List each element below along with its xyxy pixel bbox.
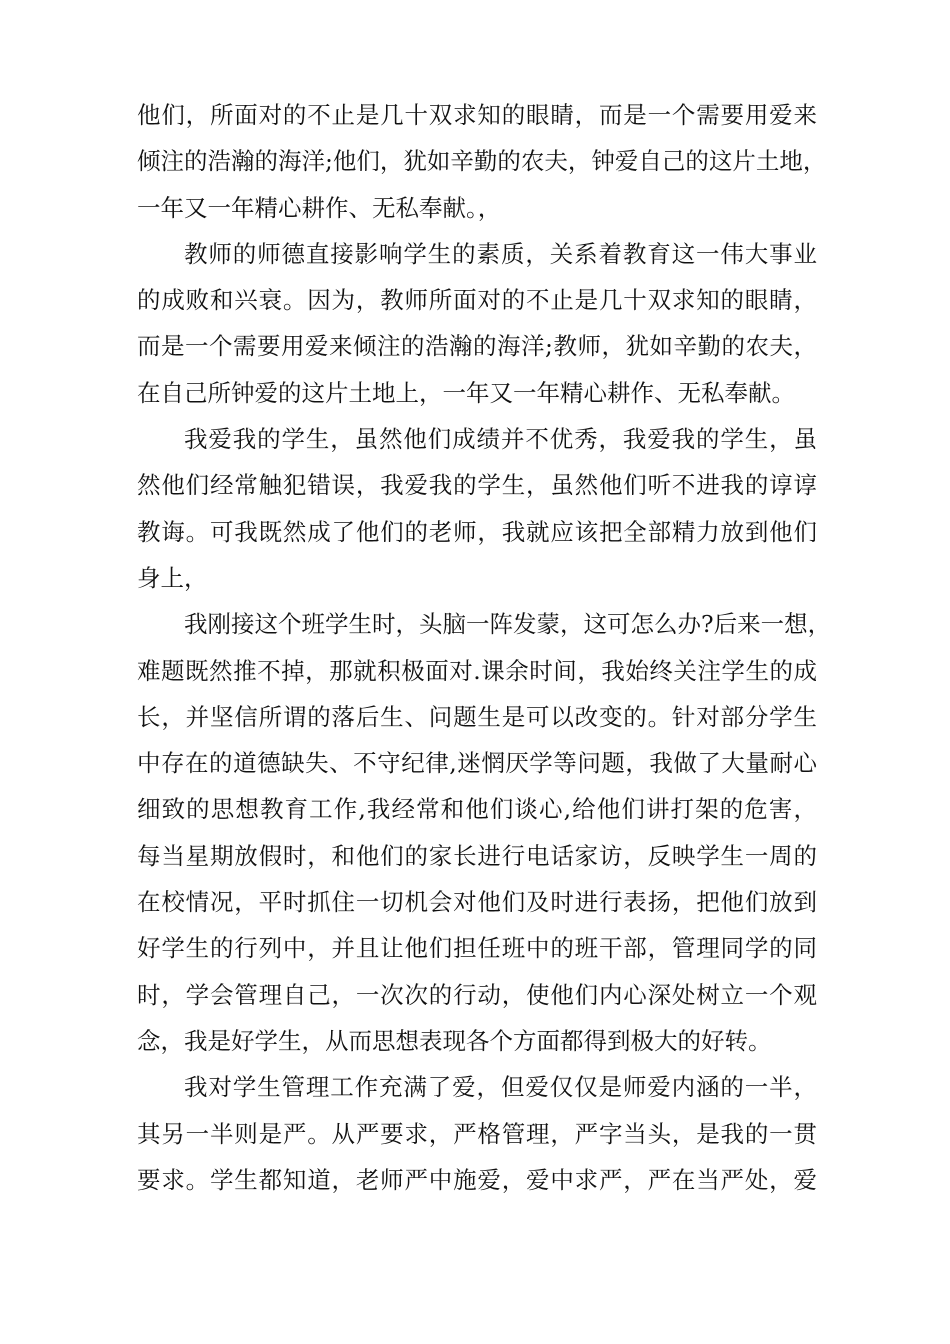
text-line: 好学生的行列中，并且让他们担任班中的班干部，管理同学的同 bbox=[137, 934, 817, 963]
paragraph-3 bbox=[137, 416, 817, 601]
text-line: 长，并坚信所谓的落后生、问题生是可以改变的。针对部分学生 bbox=[137, 702, 817, 731]
text-line: 而是一个需要用爱来倾注的浩瀚的海洋;教师，犹如辛勤的农夫， bbox=[137, 332, 817, 361]
paragraph-1 bbox=[137, 92, 827, 231]
text-line: 要求。学生都知道，老师严中施爱，爱中求严，严在当严处，爱 bbox=[137, 1165, 817, 1194]
paragraph-2 bbox=[137, 231, 817, 416]
text-line: 我爱我的学生，虽然他们成绩并不优秀，我爱我的学生，虽 bbox=[184, 425, 817, 454]
text-line: 中存在的道德缺失、不守纪律,迷惘厌学等问题，我做了大量耐心 bbox=[137, 749, 817, 778]
text-line: 难题既然推不掉，那就积极面对.课余时间，我始终关注学生的成 bbox=[137, 656, 817, 685]
text-line: 其另一半则是严。从严要求，严格管理，严字当头，是我的一贯 bbox=[137, 1119, 817, 1148]
text-line: 的成败和兴衰。因为，教师所面对的不止是几十双求知的眼睛， bbox=[137, 286, 817, 315]
text-line: 身上， bbox=[137, 563, 208, 592]
text-line: 教师的师德直接影响学生的素质，关系着教育这一伟大事业 bbox=[184, 239, 817, 268]
text-line: 倾注的浩瀚的海洋;他们，犹如辛勤的农夫，钟爱自己的这片土地， bbox=[137, 147, 827, 176]
text-line: 教诲。可我既然成了他们的老师，我就应该把全部精力放到他们 bbox=[137, 517, 817, 546]
text-line: 一年又一年精心耕作、无私奉献。， bbox=[137, 193, 502, 222]
text-line: 时，学会管理自己，一次次的行动，使他们内心深处树立一个观 bbox=[137, 980, 817, 1009]
text-line: 我对学生管理工作充满了爱，但爱仅仅是师爱内涵的一半， bbox=[184, 1073, 817, 1102]
text-line: 他们，所面对的不止是几十双求知的眼睛，而是一个需要用爱来 bbox=[137, 101, 817, 129]
text-line: 我刚接这个班学生时，头脑一阵发蒙，这可怎么办?后来一想， bbox=[184, 610, 832, 639]
text-line: 每当星期放假时，和他们的家长进行电话家访，反映学生一周的 bbox=[137, 841, 817, 870]
paragraph-4 bbox=[137, 601, 832, 1064]
text-line: 细致的思想教育工作,我经常和他们谈心,给他们讲打架的危害， bbox=[137, 795, 817, 824]
text-line: 念，我是好学生，从而思想表现各个方面都得到极大的好转。 bbox=[137, 1026, 772, 1055]
text-line: 然他们经常触犯错误，我爱我的学生，虽然他们听不进我的谆谆 bbox=[137, 471, 817, 500]
text-line: 在校情况，平时抓住一切机会对他们及时进行表扬，把他们放到 bbox=[137, 888, 817, 917]
document-body bbox=[137, 92, 832, 1203]
text-line: 在自己所钟爱的这片土地上，一年又一年精心耕作、无私奉献。 bbox=[137, 378, 795, 407]
paragraph-5 bbox=[137, 1064, 817, 1203]
